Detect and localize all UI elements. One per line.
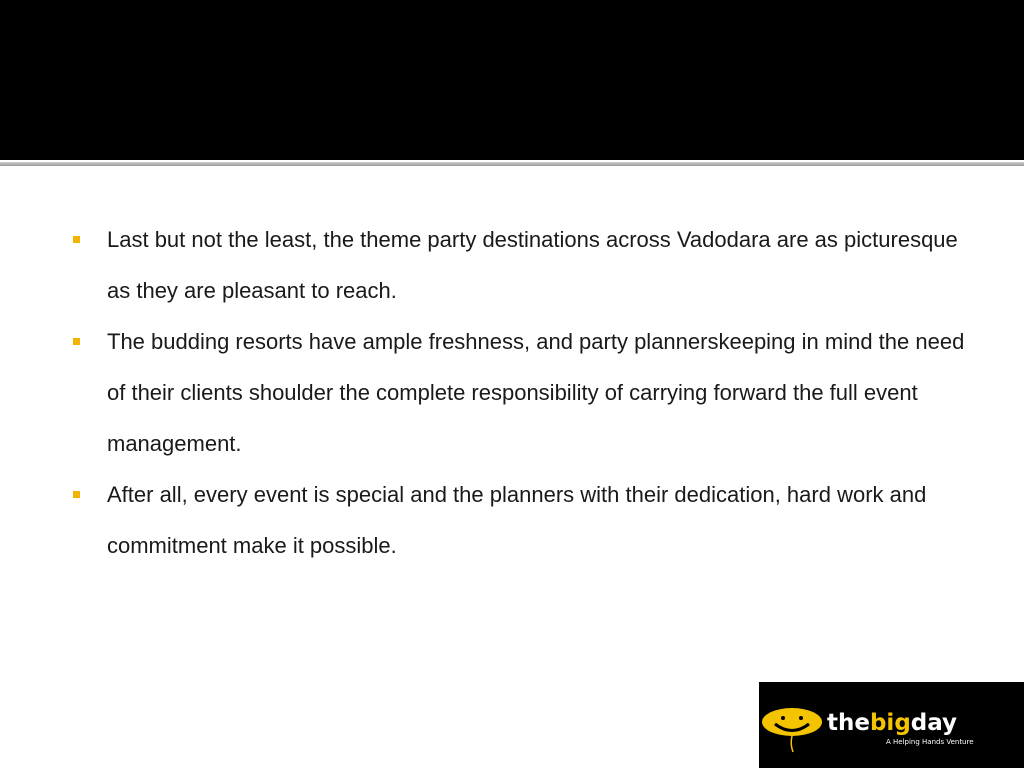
logo-day: day [910,710,958,736]
header-band [0,0,1024,160]
header-divider [0,162,1024,166]
bullet-text: After all, every event is special and the planners with their dedication, hard work and commitment make it possible. [107,482,927,558]
square-bullet-icon [73,236,80,243]
logo-the: the [827,710,870,736]
bullet-item [70,469,970,571]
brand-logo [759,682,1024,768]
logo-big: big [869,710,911,736]
logo-wordmark [827,710,957,736]
bullet-item [70,316,970,469]
bullet-list [70,214,970,571]
smiling-balloon-icon [759,682,829,768]
bullet-text: The budding resorts have ample freshness, and party plannerskeeping in mind the need of their clients shoulder the complete responsibility of carrying forward the full event management. [107,329,965,456]
bullet-item [70,214,970,316]
square-bullet-icon [73,338,80,345]
bullet-text: Last but not the least, the theme party destinations across Vadodara are as picturesque as they are pleasant to reach. [107,227,958,303]
logo-tagline: A Helping Hands Venture [886,738,974,746]
square-bullet-icon [73,491,80,498]
